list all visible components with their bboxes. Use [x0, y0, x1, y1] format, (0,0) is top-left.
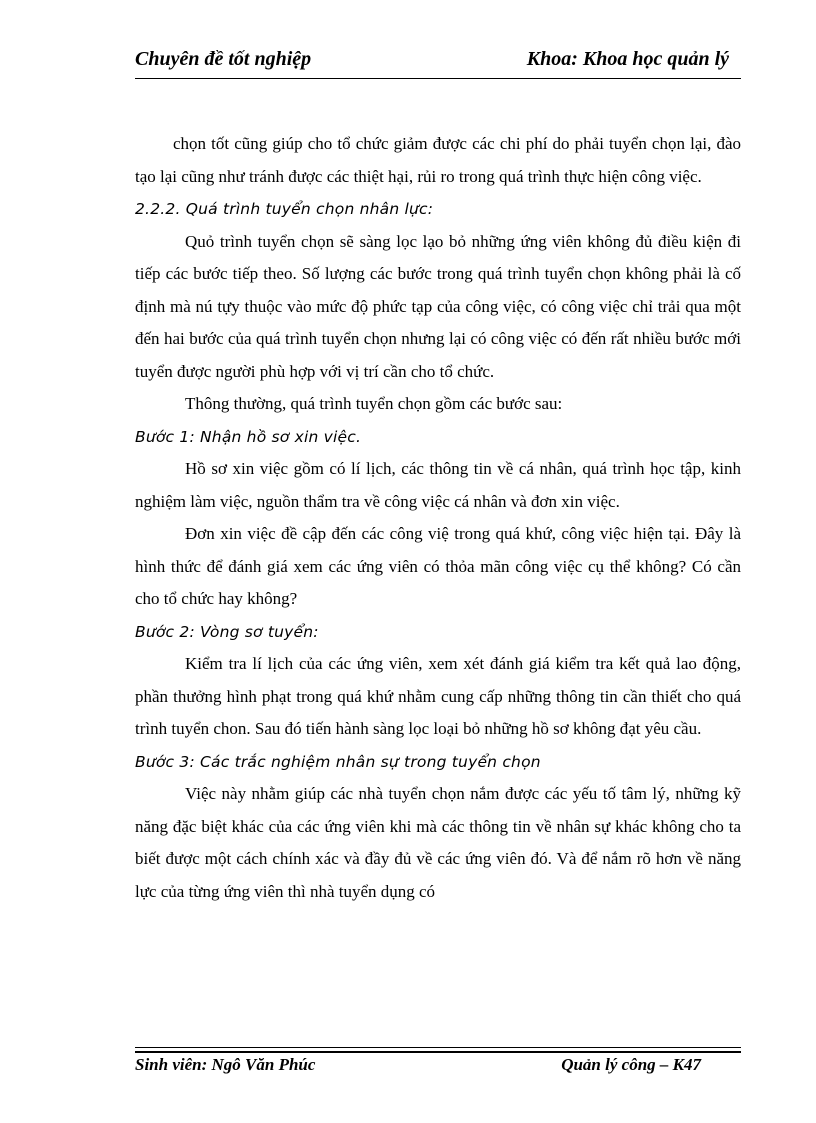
paragraph: Quỏ trình tuyển chọn sẽ sàng lọc lạo bỏ những ứng viên không đủ điều kiện đi tiếp các bước tiếp theo. Số lượng các bước trong quá trình tuyển chọn không phải là cố định mà nú tựy thuộc vào mức độ phức tạp của công việc, có công việc chỉ trải qua một đến hai bước của quá trình tuyển chọn nhưng lại có công việc có đến rất nhiều bước mới tuyển được người phù hợp với vị trí cần cho tổ chức.	[135, 231, 741, 381]
paragraph: Hồ sơ xin việc gồm có lí lịch, các thông tin về cá nhân, quá trình học tập, kinh nghiệm làm việc, nguồn thẩm tra về công việc cá nhân và đơn xin việc.	[135, 459, 741, 511]
page-footer	[135, 1055, 741, 1079]
footer-divider-thick	[135, 1051, 741, 1053]
paragraph: Kiểm tra lí lịch của các ứng viên, xem xét đánh giá kiểm tra kết quả lao động, phần thưởng hình phạt trong quá khứ nhằm cung cấp những thông tin cần thiết cho quá trình tuyển chon. Sau đó tiến hành sàng lọc loại bỏ những hồ sơ không đạt yêu cầu.	[135, 654, 741, 738]
header-right-title: Khoa: Khoa học quản lý	[526, 48, 729, 70]
document-body	[135, 128, 741, 908]
step-heading: Bước 3: Các trắc nghiệm nhân sự trong tuyển chọn	[135, 752, 541, 771]
paragraph: chọn tốt cũng giúp cho tổ chức giảm được các chi phí do phải tuyển chọn lại, đào tạo lại cũng như tránh được các thiệt hại, rủi ro trong quá trình thực hiện công việc.	[135, 134, 741, 186]
footer-student-name: Sinh viên: Ngô Văn Phúc	[135, 1055, 316, 1074]
step-heading: Bước 2: Vòng sơ tuyển:	[135, 622, 319, 641]
paragraph: Việc này nhằm giúp các nhà tuyển chọn nắm được các yếu tố tâm lý, những kỹ năng đặc biệt khác của các ứng viên khi mà các thông tin về nhân sự khác không cho ta biết được một cách chính xác và đầy đủ về các ứng viên đó. Và để nắm rõ hơn về năng lực của từng ứng viên thì nhà tuyển dụng có	[135, 784, 741, 901]
header-left-title: Chuyên đề tốt nghiệp	[135, 48, 312, 70]
section-heading: 2.2.2. Quá trình tuyển chọn nhân lực:	[135, 200, 434, 218]
footer-class: Quản lý công – K47	[561, 1055, 701, 1074]
header-divider	[135, 78, 741, 79]
step-heading: Bước 1: Nhận hồ sơ xin việc.	[135, 427, 362, 446]
page-header	[135, 48, 741, 76]
paragraph: Đơn xin việc đề cập đến các công việ trong quá khứ, công việc hiện tại. Đây là hình thức để đánh giá xem các ứng viên có thỏa mãn công việc cụ thể không? Có cần cho tổ chức hay không?	[135, 524, 741, 608]
paragraph: Thông thường, quá trình tuyển chọn gồm các bước sau:	[185, 394, 563, 413]
footer-divider-thin	[135, 1047, 741, 1048]
